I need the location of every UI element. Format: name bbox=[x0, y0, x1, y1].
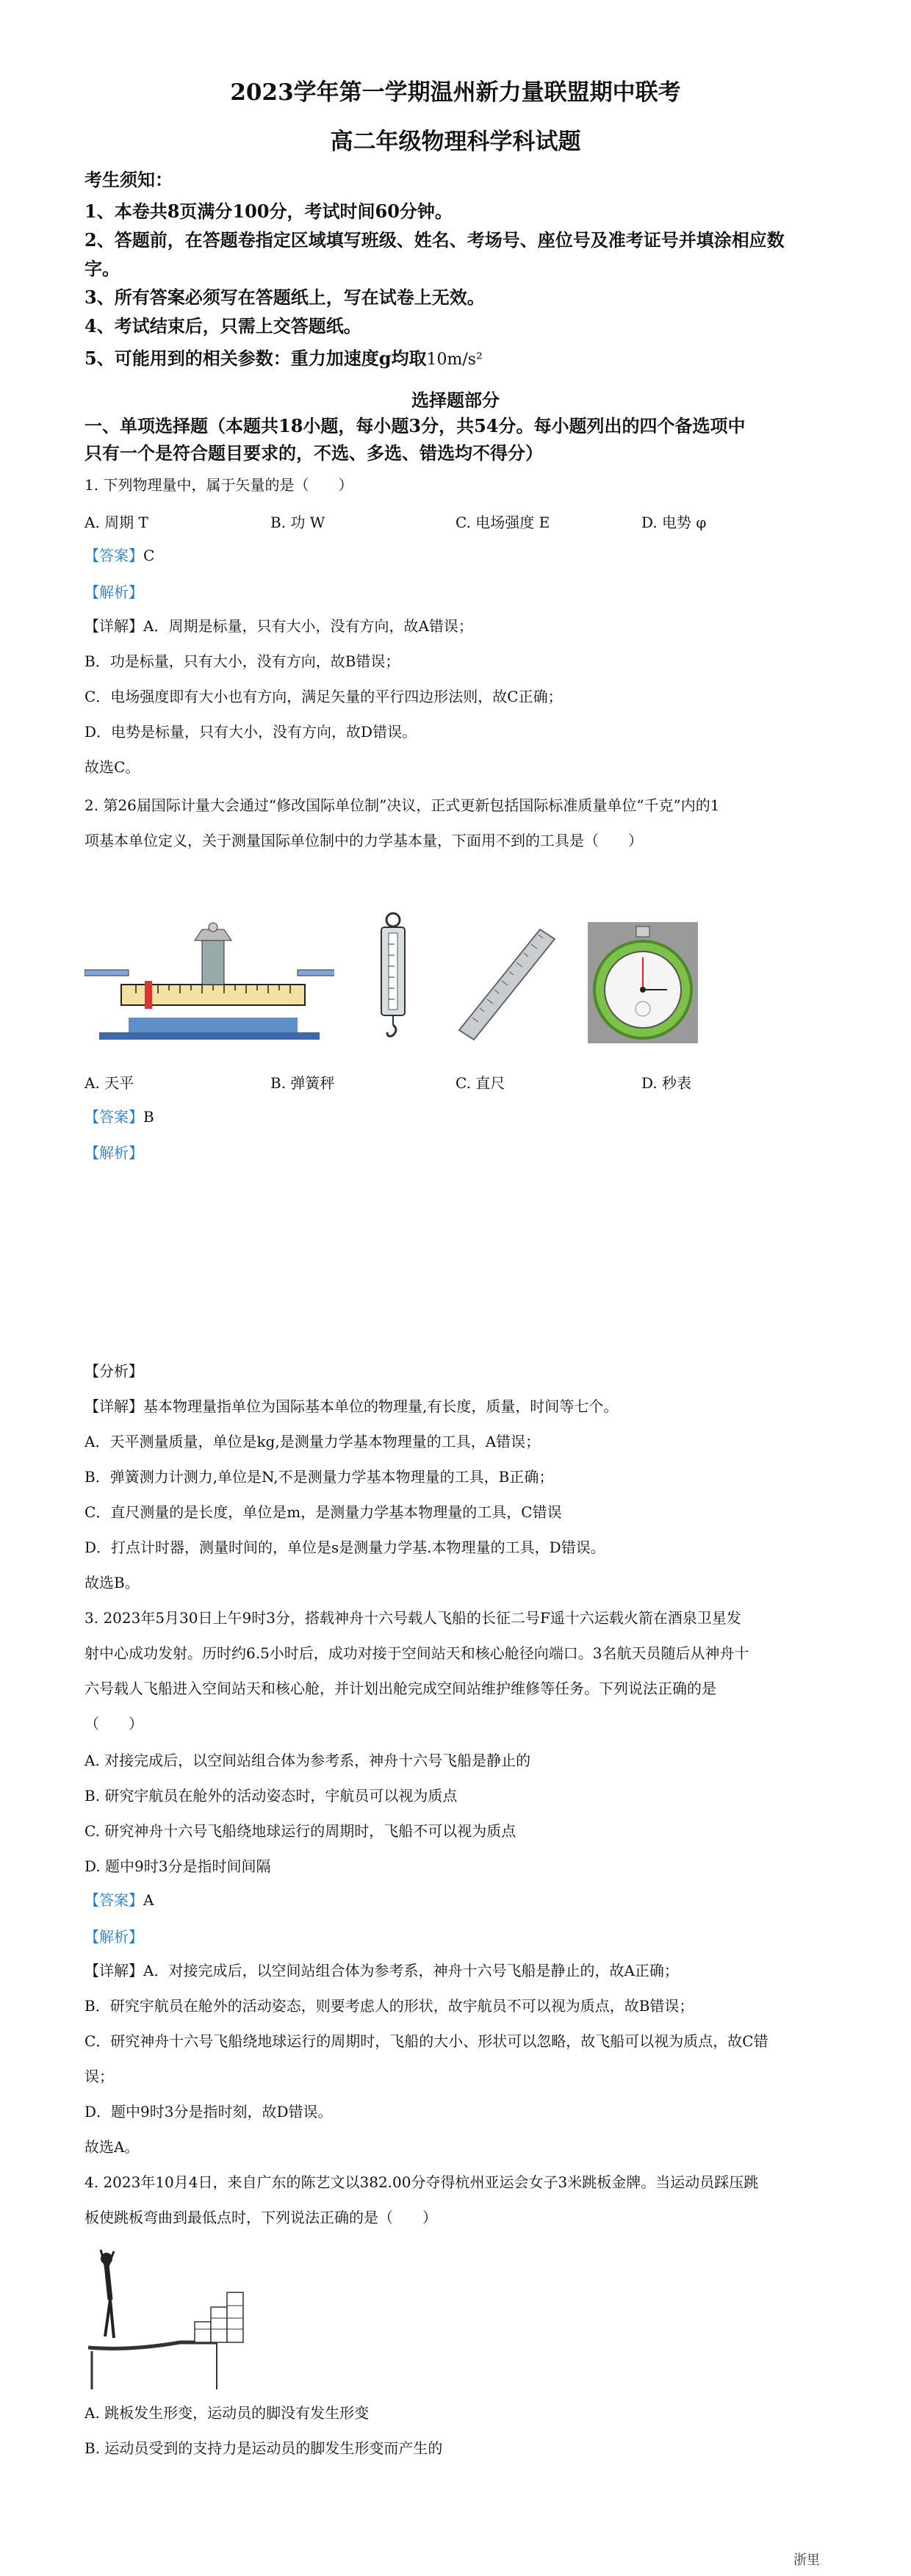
q2-answer bbox=[84, 1107, 154, 1127]
exam-title: 2023学年第一学期温州新力量联盟期中联考 bbox=[230, 79, 681, 106]
diving-board-image bbox=[84, 2248, 253, 2395]
q4-option-a: A. 跳板发生形变，运动员的脚没有发生形变 bbox=[84, 2404, 370, 2422]
stopwatch-image bbox=[588, 922, 698, 1043]
q3-detail-5: 故选A。 bbox=[84, 2138, 140, 2156]
notice-item-2-cont: 字。 bbox=[84, 258, 120, 279]
q3-stem-line4: （ ） bbox=[84, 1715, 143, 1733]
q3-option-b: B. 研究宇航员在舱外的活动姿态时，宇航员可以视为质点 bbox=[84, 1787, 458, 1805]
answer-tag: 【答案】 bbox=[84, 547, 143, 564]
q4-stem-line1: 4. 2023年10月4日，来自广东的陈艺文以382.00分夺得杭州亚运会女子3米跳板金牌。当运动员踩压跳 bbox=[84, 2173, 759, 2191]
q2-option-d: D. 秒表 bbox=[641, 1074, 692, 1092]
q3-answer-value: A bbox=[143, 1891, 154, 1909]
q2-detail-2: A．天平测量质量，单位是kg,是测量力学基本物理量的工具，A错误； bbox=[84, 1433, 541, 1450]
q2-option-a: A. 天平 bbox=[84, 1074, 134, 1092]
notice-heading: 考生须知： bbox=[84, 169, 173, 190]
notice-item-2: 2、答题前，在答题卷指定区域填写班级、姓名、考场号、座位号及准考证号并填涂相应数 bbox=[84, 229, 785, 251]
q1-stem: 1. 下列物理量中，属于矢量的是（ ） bbox=[84, 476, 353, 494]
q1-detail-3: C．电场强度即有大小也有方向，满足矢量的平行四边形法则，故C正确； bbox=[84, 688, 563, 705]
q3-detail-2: B．研究宇航员在舱外的活动姿态，则要考虑人的形状，故宇航员不可以视为质点，故B错误； bbox=[84, 1997, 694, 2015]
q1-answer-value: C bbox=[143, 547, 155, 564]
q2-answer-value: B bbox=[143, 1108, 154, 1126]
q1-answer bbox=[84, 545, 154, 566]
q3-detail-4: D．题中9时3分是指时刻，故D错误。 bbox=[84, 2103, 333, 2120]
q3-detail-3-cont: 误； bbox=[84, 2068, 114, 2085]
notice-item-4: 4、考试结束后，只需上交答题纸。 bbox=[84, 315, 361, 337]
exam-subtitle: 高二年级物理科学科试题 bbox=[330, 129, 581, 155]
q3-stem-line1: 3. 2023年5月30日上午9时3分，搭载神舟十六号载人飞船的长征二号F遥十六运载火箭在酒泉卫星发 bbox=[84, 1609, 741, 1627]
q4-stem-line2: 板使跳板弯曲到最低点时，下列说法正确的是（ ） bbox=[84, 2209, 437, 2226]
q1-detail-5: 故选C。 bbox=[84, 758, 140, 776]
q4-option-b: B. 运动员受到的支持力是运动员的脚发生形变而产生的 bbox=[84, 2439, 443, 2457]
notice-item-3: 3、所有答案必须写在答题纸上，写在试卷上无效。 bbox=[84, 287, 485, 308]
q1-detail-1: 【详解】A．周期是标量，只有大小，没有方向，故A错误； bbox=[84, 617, 473, 635]
part1-line2: 只有一个是符合题目要求的，不选、多选、错选均不得分） bbox=[84, 442, 543, 464]
q2-fenxi-tag: 【分析】 bbox=[84, 1362, 143, 1380]
q3-detail-3: C．研究神舟十六号飞船绕地球运行的周期时，飞船的大小、形状可以忽略，故飞船可以视为质点，故C错 bbox=[84, 2032, 768, 2050]
answer-tag: 【答案】 bbox=[84, 1108, 143, 1126]
q1-option-c: C. 电场强度 E bbox=[455, 514, 550, 531]
q2-stem-line1: 2. 第26届国际计量大会通过“修改国际单位制”决议，正式更新包括国际标准质量单位“千克”内的1 bbox=[84, 796, 720, 814]
q1-option-d: D. 电势 φ bbox=[641, 514, 707, 531]
ruler-image bbox=[452, 926, 562, 1043]
q2-detail-5: D．打点计时器，测量时间的，单位是s是测量力学基.本物理量的工具，D错误。 bbox=[84, 1539, 605, 1556]
q1-detail-2: B．功是标量，只有大小，没有方向，故B错误； bbox=[84, 652, 400, 670]
q3-stem-line3: 六号载人飞船进入空间站天和核心舱，并计划出舱完成空间站维护维修等任务。下列说法正确的是 bbox=[84, 1680, 716, 1697]
q2-detail-3: B．弹簧测力计测力,单位是N,不是测量力学基本物理量的工具，B正确； bbox=[84, 1468, 554, 1486]
spring-scale-image bbox=[371, 911, 415, 1043]
q3-detail-1: 【详解】A．对接完成后，以空间站组合体为参考系，神舟十六号飞船是静止的，故A正确； bbox=[84, 1962, 679, 1979]
q3-option-d: D. 题中9时3分是指时间间隔 bbox=[84, 1857, 271, 1875]
answer-tag: 【答案】 bbox=[84, 1891, 143, 1909]
q3-answer bbox=[84, 1890, 154, 1910]
gravity-value: 10m/s² bbox=[426, 350, 483, 369]
notice-item-5 bbox=[84, 344, 483, 370]
q3-option-a: A. 对接完成后，以空间站组合体为参考系，神舟十六号飞船是静止的 bbox=[84, 1752, 531, 1769]
q1-option-b: B. 功 W bbox=[270, 514, 325, 531]
q2-analysis-tag: 【解析】 bbox=[84, 1144, 143, 1162]
q2-detail-6: 故选B。 bbox=[84, 1574, 140, 1591]
q1-analysis-tag: 【解析】 bbox=[84, 583, 143, 601]
balance-scale-image bbox=[84, 911, 334, 1043]
q3-option-c: C. 研究神舟十六号飞船绕地球运行的周期时，飞船不可以视为质点 bbox=[84, 1822, 516, 1840]
notice-item-5-text: 5、可能用到的相关参数：重力加速度g均取 bbox=[84, 348, 427, 369]
q2-stem-line2: 项基本单位定义，关于测量国际单位制中的力学基本量，下面用不到的工具是（ ） bbox=[84, 832, 643, 849]
q1-detail-4: D．电势是标量，只有大小，没有方向，故D错误。 bbox=[84, 723, 417, 741]
part1-line1: 一、单项选择题（本题共18小题，每小题3分，共54分。每小题列出的四个备选项中 bbox=[84, 415, 746, 436]
q2-detail-1: 【详解】基本物理量指单位为国际基本单位的物理量,有长度，质量，时间等七个。 bbox=[84, 1397, 619, 1415]
notice-item-1: 1、本卷共8页满分100分，考试时间60分钟。 bbox=[84, 201, 453, 222]
q2-option-b: B. 弹簧秤 bbox=[270, 1074, 335, 1092]
q3-analysis-tag: 【解析】 bbox=[84, 1928, 143, 1946]
q1-option-a: A. 周期 T bbox=[84, 514, 148, 531]
q3-stem-line2: 射中心成功发射。历时约6.5小时后，成功对接于空间站天和核心舱径向端口。3名航天员随后从神舟十 bbox=[84, 1644, 749, 1662]
q2-option-c: C. 直尺 bbox=[455, 1074, 505, 1092]
q2-detail-4: C．直尺测量的是长度，单位是m，是测量力学基本物理量的工具，C错误 bbox=[84, 1503, 562, 1521]
page-footer: 浙里 bbox=[793, 2552, 820, 2568]
section-title: 选择题部分 bbox=[411, 389, 500, 411]
